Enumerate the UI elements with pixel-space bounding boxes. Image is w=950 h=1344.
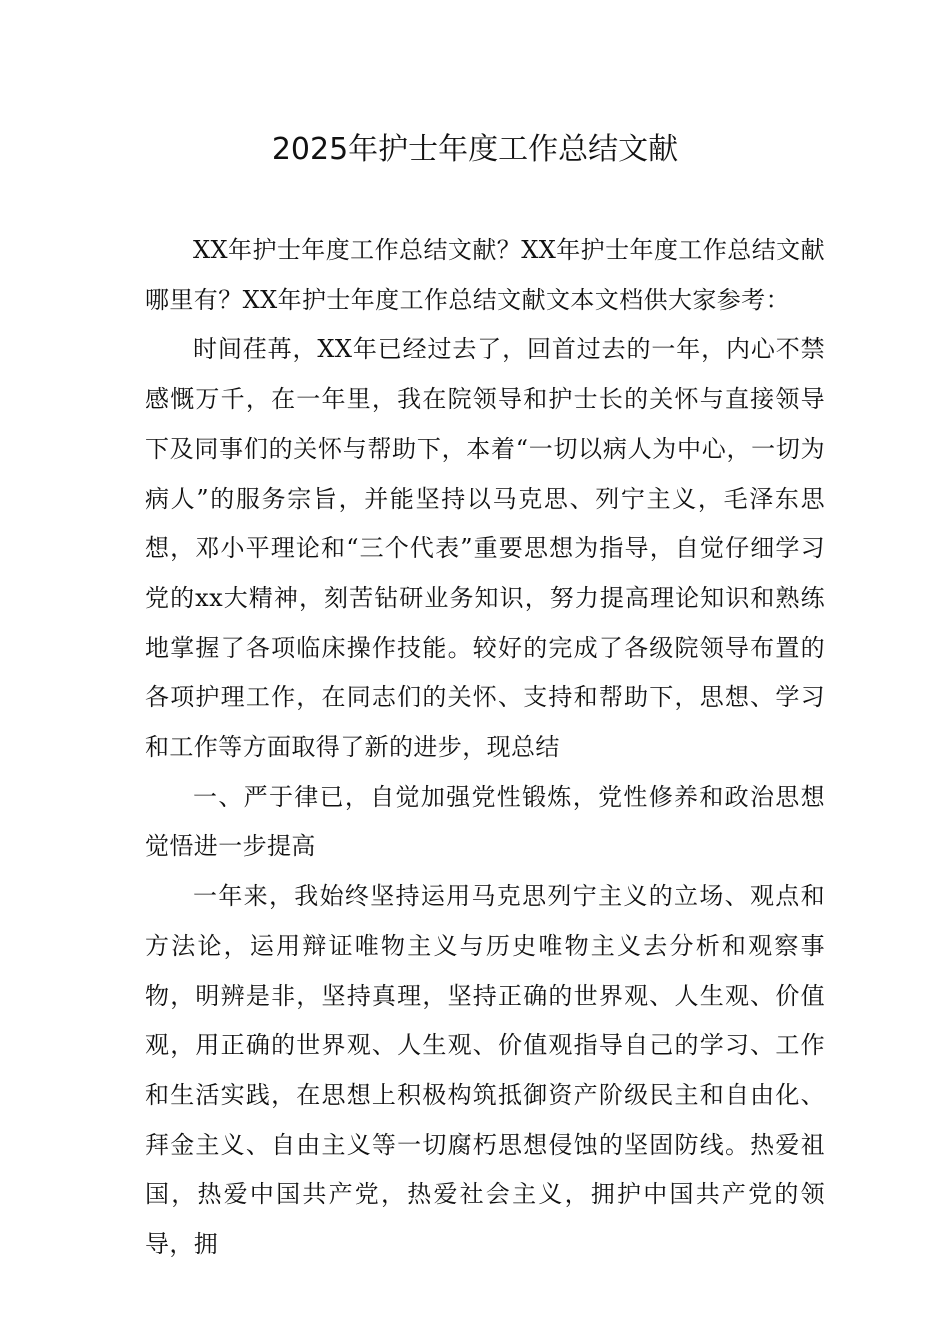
document-body bbox=[145, 226, 825, 1270]
paragraph-section-1: 一年来，我始终坚持运用马克思列宁主义的立场、观点和方法论，运用辩证唯物主义与历史唯物主义去分析和观察事物，明辨是非，坚持真理，坚持正确的世界观、人生观、价值观，用正确的世界观、人生观、价值观指导自己的学习、工作和生活实践，在思想上积极构筑抵御资产阶级民主和自由化、拜金主义、自由主义等一切腐朽思想侵蚀的坚固防线。热爱祖国，热爱中国共产党，热爱社会主义，拥护中国共产党的领导，拥 bbox=[145, 882, 825, 1259]
section-heading-1: 一、严于律已，自觉加强党性锻炼，党性修养和政治思想觉悟进一步提高 bbox=[145, 782, 825, 861]
document-title: 2025年护士年度工作总结文献 bbox=[271, 132, 679, 167]
paragraph-intro: XX年护士年度工作总结文献？XX年护士年度工作总结文献哪里有？XX年护士年度工作总结文献文本文档供大家参考： bbox=[145, 236, 825, 314]
paragraph-review: 时间荏苒，XX年已经过去了，回首过去的一年，内心不禁感慨万千，在一年里，我在院领导和护士长的关怀与直接领导下及同事们的关怀与帮助下，本着“一切以病人为中心，一切为病人”的服务宗旨，并能坚持以马克思、列宁主义，毛泽东思想，邓小平理论和“三个代表”重要思想为指导，自觉仔细学习党的xx大精神，刻苦钻研业务知识，努力提高理论知识和熟练地掌握了各项临床操作技能。较好的完成了各级院领导布置的各项护理工作，在同志们的关怀、支持和帮助下，思想、学习和工作等方面取得了新的进步，现总结 bbox=[145, 335, 825, 762]
